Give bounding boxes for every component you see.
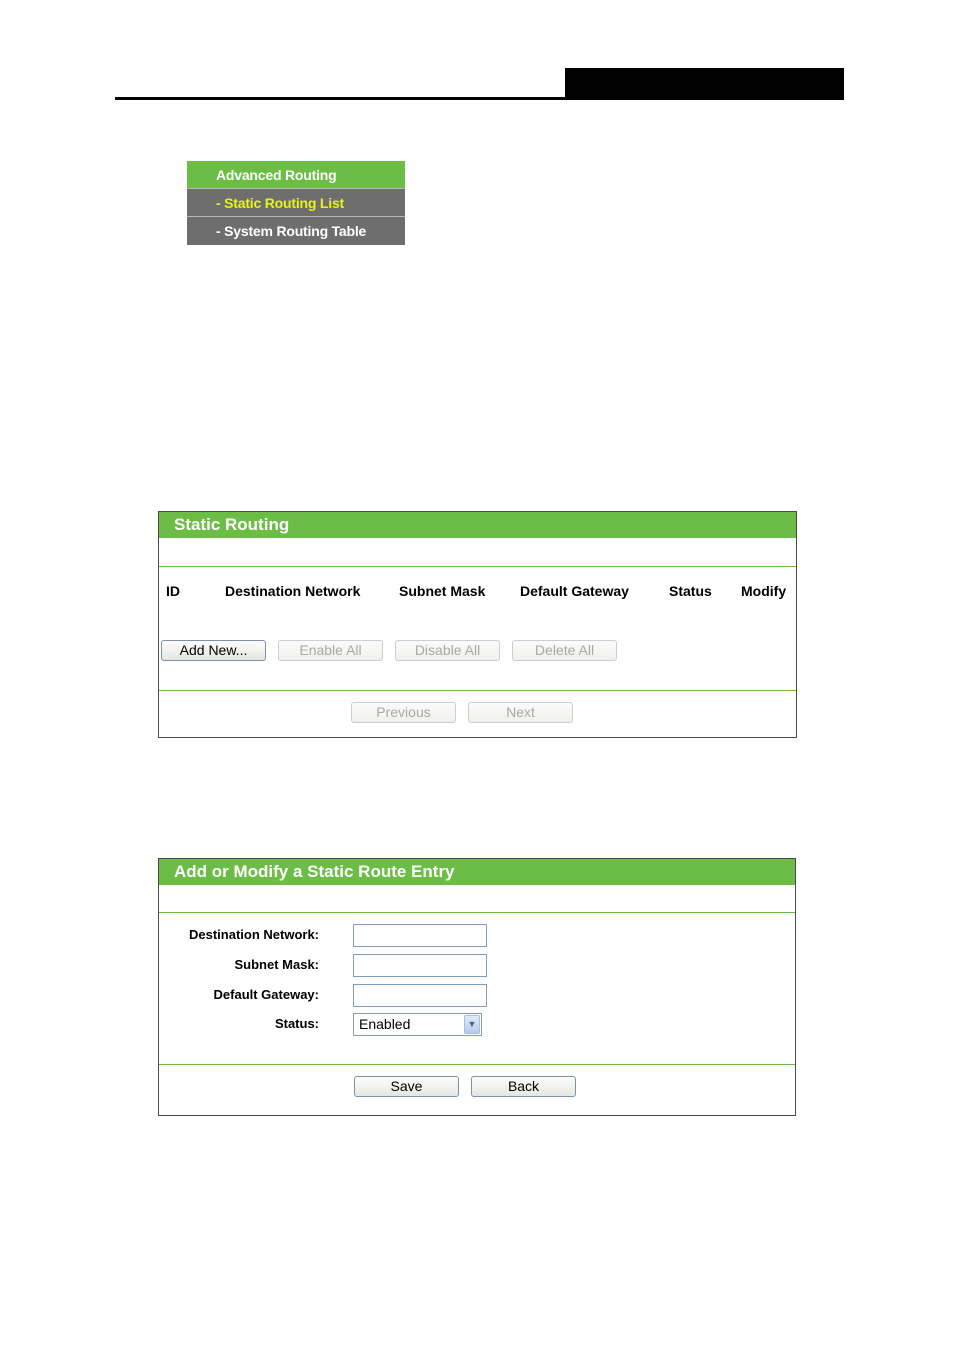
column-header-modify: Modify: [741, 583, 787, 599]
back-button[interactable]: Back: [471, 1076, 576, 1097]
divider: [159, 1064, 795, 1065]
column-header-destination-network: Destination Network: [225, 583, 361, 599]
route-entry-panel: [158, 858, 796, 1116]
column-header-id: ID: [166, 583, 180, 599]
delete-all-button[interactable]: Delete All: [512, 640, 617, 661]
menu-header-advanced-routing[interactable]: Advanced Routing: [187, 161, 405, 189]
page-header-rule: [115, 97, 844, 100]
menu-item-static-routing-list[interactable]: - Static Routing List: [187, 189, 405, 217]
header-bar: [565, 68, 844, 99]
next-button[interactable]: Next: [468, 702, 573, 723]
status-select-value: Enabled: [359, 1016, 411, 1032]
enable-all-button[interactable]: Enable All: [278, 640, 383, 661]
default-gateway-label: Default Gateway:: [213, 987, 319, 1002]
add-new-button[interactable]: Add New...: [161, 640, 266, 661]
static-routing-panel: [158, 511, 797, 738]
destination-network-input[interactable]: [353, 924, 487, 947]
menu-item-system-routing-table[interactable]: - System Routing Table: [187, 217, 405, 245]
divider: [159, 566, 796, 567]
previous-button[interactable]: Previous: [351, 702, 456, 723]
advanced-routing-menu: [187, 161, 405, 245]
default-gateway-input[interactable]: [353, 984, 487, 1007]
chevron-down-icon[interactable]: ▼: [464, 1015, 480, 1034]
column-header-status: Status: [669, 583, 712, 599]
save-button[interactable]: Save: [354, 1076, 459, 1097]
column-header-default-gateway: Default Gateway: [520, 583, 629, 599]
divider: [159, 690, 796, 691]
panel-title: Static Routing: [159, 512, 796, 538]
destination-network-label: Destination Network:: [188, 927, 319, 942]
status-select[interactable]: [353, 1013, 482, 1036]
disable-all-button[interactable]: Disable All: [395, 640, 500, 661]
panel-title: Add or Modify a Static Route Entry: [159, 859, 795, 885]
column-header-subnet-mask: Subnet Mask: [399, 583, 486, 599]
status-label: Status:: [274, 1016, 319, 1031]
divider: [159, 912, 795, 913]
subnet-mask-input[interactable]: [353, 954, 487, 977]
subnet-mask-label: Subnet Mask:: [234, 957, 319, 972]
